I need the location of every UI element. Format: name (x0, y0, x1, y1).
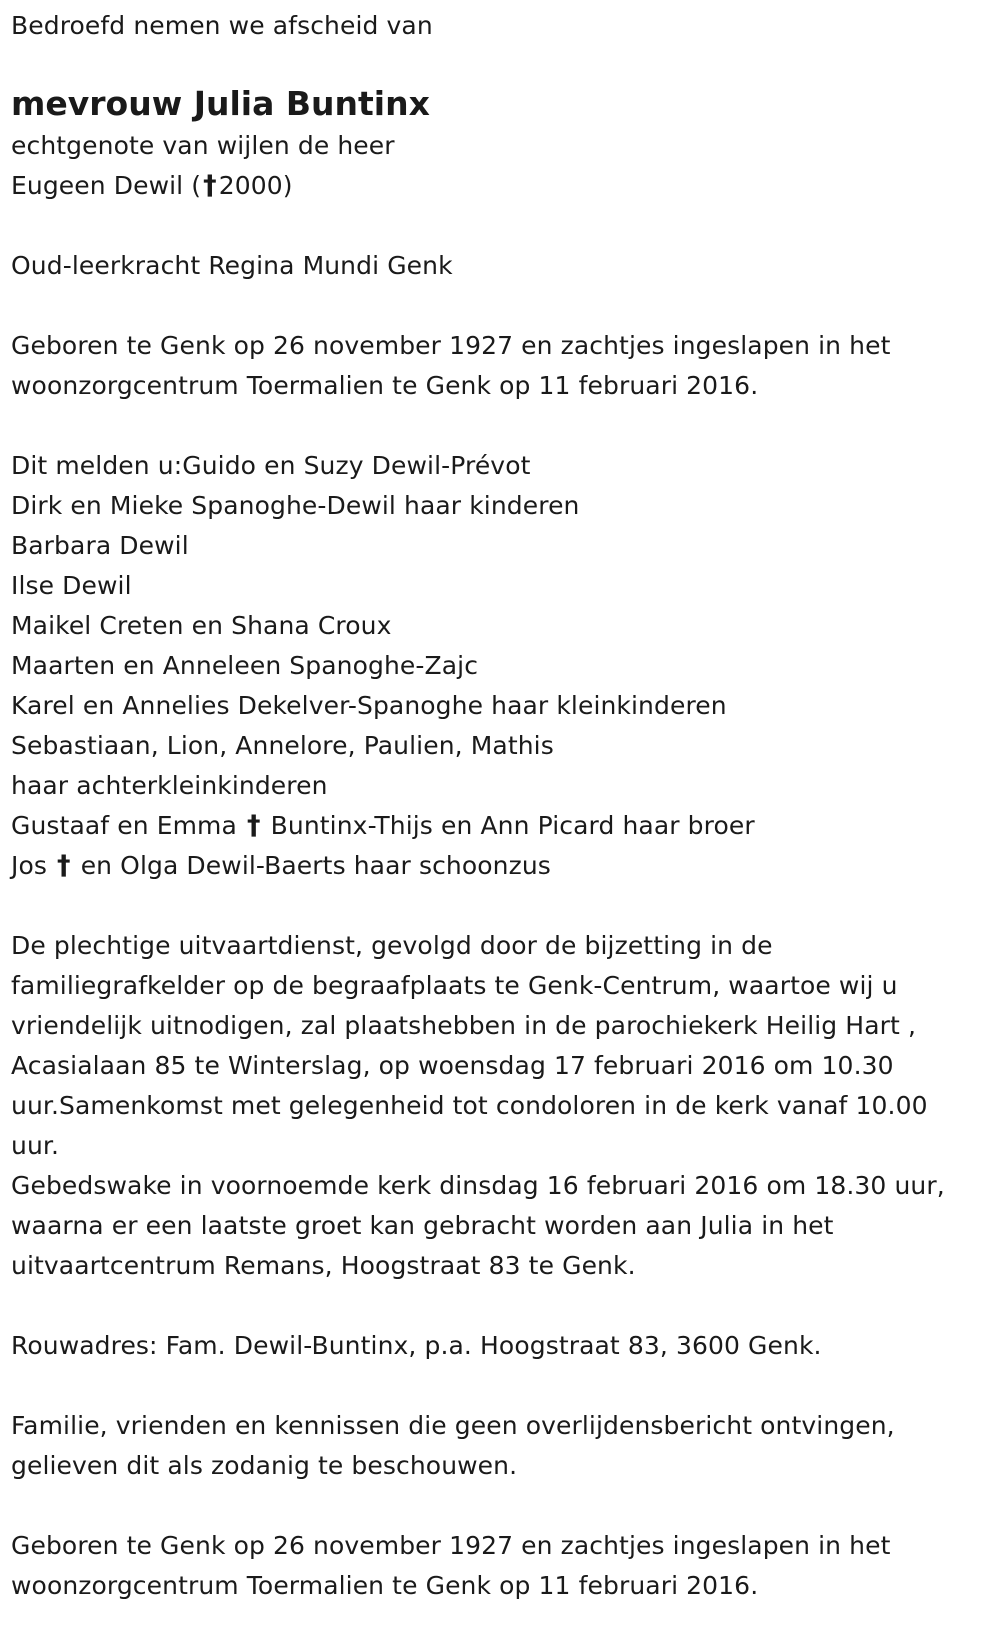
family-line: Maarten en Anneleen Spanoghe-Zajc (11, 651, 479, 680)
funeral-line: vriendelijk uitnodigen, zal plaatshebben in de parochiekerk Heilig Hart , (11, 1011, 917, 1040)
family-line: Ilse Dewil (11, 571, 132, 600)
notice-line: gelieven dit als zodanig te beschouwen. (11, 1451, 518, 1480)
funeral-line: uitvaartcentrum Remans, Hoogstraat 83 te Genk. (11, 1251, 636, 1280)
closing-paragraph (11, 1526, 1000, 1606)
deceased-name: mevrouw Julia Buntinx (11, 84, 430, 123)
spacer (11, 1486, 1000, 1526)
funeral-line: waarna er een laatste groet kan gebracht worden aan Julia in het (11, 1211, 834, 1240)
funeral-line: Acasialaan 85 te Winterslag, op woensdag 17 februari 2016 om 10.30 (11, 1051, 894, 1080)
spouse-name: Eugeen Dewil ( (11, 171, 202, 200)
intro-text: Bedroefd nemen we afscheid van (11, 11, 433, 40)
family-list (11, 446, 1000, 886)
family-line: Barbara Dewil (11, 531, 189, 560)
family-line: Dirk en Mieke Spanoghe-Dewil haar kinderen (11, 491, 580, 520)
family-line: Dit melden u:Guido en Suzy Dewil-Prévot (11, 451, 531, 480)
funeral-line: uur.Samenkomst met gelegenheid tot condoloren in de kerk vanaf 10.00 (11, 1091, 928, 1120)
spacer (11, 406, 1000, 446)
closing-line: woonzorgcentrum Toermalien te Genk op 11 februari 2016. (11, 1571, 759, 1600)
funeral-line: uur. (11, 1131, 60, 1160)
family-line-part: Buntinx-Thijs en Ann Picard haar broer (270, 811, 755, 840)
birth-line: woonzorgcentrum Toermalien te Genk op 11 februari 2016. (11, 371, 759, 400)
family-line: haar achterkleinkinderen (11, 771, 328, 800)
cross-icon: † (203, 170, 217, 201)
family-line (11, 806, 1000, 846)
funeral-line: familiegrafkelder op de begraafplaats te Genk-Centrum, waartoe wij u (11, 971, 898, 1000)
notice-paragraph (11, 1406, 1000, 1486)
family-line: Karel en Annelies Dekelver-Spanoghe haar kleinkinderen (11, 691, 727, 720)
spacer (11, 286, 1000, 326)
notice-line: Familie, vrienden en kennissen die geen overlijdensbericht ontvingen, (11, 1411, 895, 1440)
birth-line: Geboren te Genk op 26 november 1927 en zachtjes ingeslapen in het (11, 331, 891, 360)
birth-paragraph (11, 326, 1000, 406)
occupation: Oud-leerkracht Regina Mundi Genk (11, 251, 453, 280)
spouse-line-1: echtgenote van wijlen de heer (11, 131, 395, 160)
family-line-part: Gustaaf en Emma (11, 811, 237, 840)
closing-line: Geboren te Genk op 26 november 1927 en zachtjes ingeslapen in het (11, 1531, 891, 1560)
family-line-part: en Olga Dewil-Baerts haar schoonzus (80, 851, 551, 880)
cross-icon: † (57, 850, 71, 881)
funeral-line: Gebedswake in voornoemde kerk dinsdag 16 februari 2016 om 18.30 uur, (11, 1171, 945, 1200)
family-line (11, 846, 1000, 886)
cross-icon: † (246, 810, 261, 841)
spouse-death-year: 2000) (218, 171, 293, 200)
funeral-paragraph (11, 926, 1000, 1286)
family-line: Sebastiaan, Lion, Annelore, Paulien, Mathis (11, 731, 554, 760)
mourning-address: Rouwadres: Fam. Dewil-Buntinx, p.a. Hoogstraat 83, 3600 Genk. (11, 1331, 822, 1360)
funeral-line: De plechtige uitvaartdienst, gevolgd door de bijzetting in de (11, 931, 773, 960)
spacer (11, 206, 1000, 246)
family-line: Maikel Creten en Shana Croux (11, 611, 392, 640)
spouse-line-2 (11, 166, 1000, 206)
spacer (11, 1286, 1000, 1326)
spacer (11, 886, 1000, 926)
family-line-part: Jos (11, 851, 47, 880)
spacer (11, 1366, 1000, 1406)
